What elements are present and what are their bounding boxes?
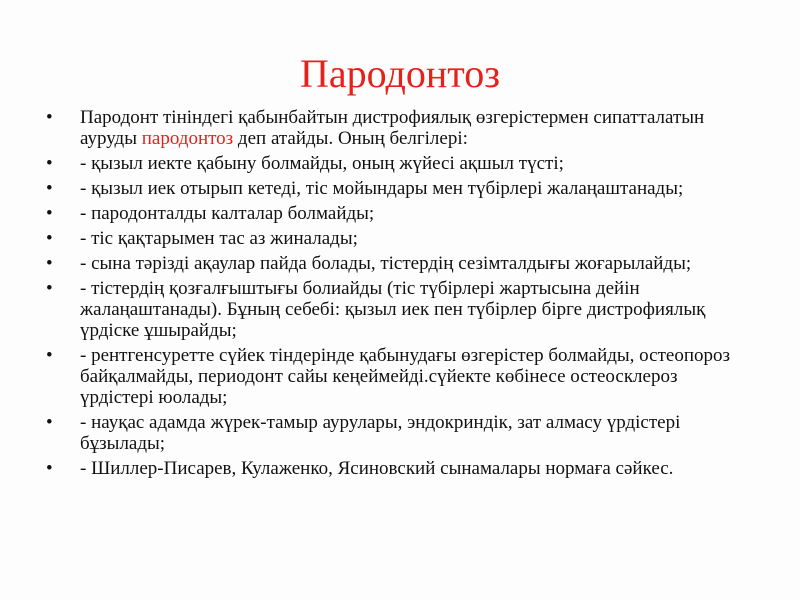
- list-item: [42, 203, 742, 224]
- bullet-icon: •: [46, 203, 53, 224]
- bullet-icon: •: [46, 107, 53, 128]
- list-item: [42, 228, 742, 249]
- slide-title: Пародонтоз: [300, 51, 500, 96]
- bullet-icon: •: [46, 345, 53, 366]
- list-item-text: - пародонталды калталар болмайды;: [80, 203, 375, 224]
- bullet-icon: •: [46, 228, 53, 249]
- list-item-text: - қызыл иек отырып кетеді, тіс мойындары мен түбірлері жалаңаштанады;: [80, 178, 684, 199]
- list-item-text: - сына тәрізді ақаулар пайда болады, тістердің сезімталдығы жоғарылайды;: [80, 253, 692, 274]
- list-item: [42, 178, 742, 199]
- list-item: [42, 345, 742, 408]
- intro-highlight-term: пародонтоз: [141, 128, 234, 149]
- bullet-icon: •: [46, 412, 53, 433]
- intro-text-before: Пародонт тініндегі қабынбайтын дистрофиялық өзгерістермен сипатталатын ауруды: [80, 107, 705, 149]
- list-item-intro: [42, 107, 742, 149]
- intro-text-after: деп атайды. Оның белгілері:: [233, 128, 468, 149]
- bullet-icon: •: [46, 153, 53, 174]
- bullet-icon: •: [46, 278, 53, 299]
- bullet-icon: •: [46, 253, 53, 274]
- list-item: [42, 278, 742, 341]
- list-item: [42, 458, 742, 479]
- list-item-text: - тістердің қозғалғыштығы болиайды (тіс түбірлері жартысына дейін жалаңаштанады). Бұның себебі: қызыл иек пен түбірлер бірге дистрофиялық үрдіске ұшырайды;: [80, 278, 706, 341]
- list-item: [42, 253, 742, 274]
- list-item: [42, 153, 742, 174]
- list-item: [42, 412, 742, 454]
- list-item-text: - тіс қақтарымен тас аз жиналады;: [80, 228, 358, 249]
- bullet-icon: •: [46, 178, 53, 199]
- list-item-text: - науқас адамда жүрек-тамыр аурулары, эндокриндік, зат алмасу үрдістері бұзылады;: [80, 412, 681, 454]
- bullet-icon: •: [46, 458, 53, 479]
- bullet-list: [42, 107, 742, 483]
- list-item-text: - Шиллер-Писарев, Кулаженко, Ясиновский сынамалары нормаға сәйкес.: [80, 458, 674, 479]
- list-item-text: - қызыл иекте қабыну болмайды, оның жүйесі ақшыл түсті;: [80, 153, 564, 174]
- list-item-text: - рентгенсуретте сүйек тіндерінде қабынудағы өзгерістер болмайды, остеопороз байқалмайды, периодонт сайы кеңеймейді.сүйекте көбінесе остеосклероз үрдістері юолады;: [80, 345, 730, 408]
